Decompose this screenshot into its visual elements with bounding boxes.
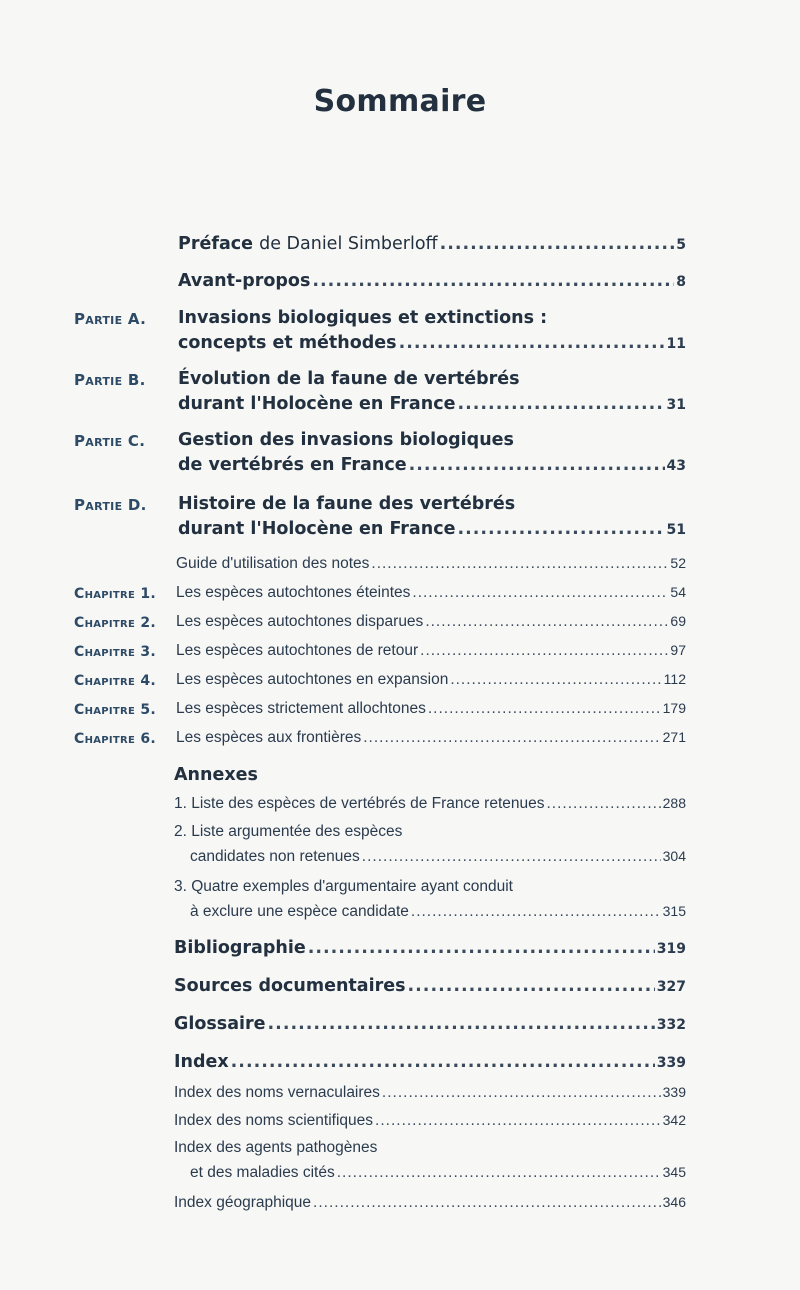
- leader-dots: [457, 519, 664, 539]
- entry-title: Sources documentaires: [174, 976, 406, 996]
- page-number: 97: [670, 642, 686, 658]
- chapter-label: Chapitre 5.: [74, 702, 157, 718]
- chapter-title: Les espèces strictement allochtones: [176, 700, 426, 717]
- page-number: 342: [662, 1112, 686, 1128]
- preface-author: de Daniel Simberloff: [259, 234, 438, 254]
- part-title-line2-row: [178, 394, 686, 414]
- entry-title-line2: à exclure une espèce candidate: [190, 903, 409, 920]
- chapter-label: Chapitre 6.: [74, 731, 157, 747]
- page-number: 271: [662, 729, 686, 745]
- toc-entry-index-vernaculaires[interactable]: [174, 1084, 686, 1102]
- page-number: 319: [656, 941, 686, 957]
- leader-dots: [450, 671, 661, 689]
- page-number: 304: [662, 848, 686, 864]
- part-title-line2-row: [178, 519, 686, 539]
- page-number: 11: [666, 336, 686, 352]
- entry-row: [190, 903, 686, 921]
- leader-dots: [440, 234, 675, 254]
- page-number: 339: [656, 1055, 686, 1071]
- page-number: 288: [662, 795, 686, 811]
- leader-dots: [412, 584, 668, 602]
- page-number: 179: [662, 700, 686, 716]
- part-label: Partie B.: [74, 371, 146, 389]
- leader-dots: [457, 394, 664, 414]
- entry-title: 1. Liste des espèces de vertébrés de France retenues: [174, 795, 545, 812]
- chapter-row: [176, 729, 686, 747]
- chapter-label: Chapitre 3.: [74, 644, 157, 660]
- chapter-label: Chapitre 1.: [74, 586, 157, 602]
- leader-dots: [420, 642, 668, 660]
- annexes-heading: Annexes: [174, 765, 258, 785]
- part-title-line1: Évolution de la faune de vertébrés: [178, 369, 520, 389]
- entry-title: Glossaire: [174, 1014, 266, 1034]
- part-title-line1: Histoire de la faune des vertébrés: [178, 494, 516, 514]
- part-label: Partie C.: [74, 432, 146, 450]
- entry-row: [190, 1164, 686, 1182]
- toc-entry-bibliographie[interactable]: [174, 938, 686, 958]
- chapter-row: [176, 671, 686, 689]
- chapter-row: [176, 584, 686, 602]
- entry-title: Index des noms vernaculaires: [174, 1084, 380, 1101]
- entry-title: Guide d'utilisation des notes: [176, 555, 370, 572]
- chapter-title: Les espèces autochtones de retour: [176, 642, 419, 659]
- chapter-title: Les espèces autochtones disparues: [176, 613, 424, 630]
- entry-title-line2: candidates non retenues: [190, 848, 360, 865]
- page-number: 112: [663, 671, 686, 687]
- entry-title-line1: Index des agents pathogènes: [174, 1139, 378, 1156]
- page-number: 51: [666, 522, 686, 538]
- leader-dots: [382, 1084, 661, 1102]
- toc-entry-sources[interactable]: [174, 976, 686, 996]
- leader-dots: [313, 1194, 661, 1212]
- page-number: 339: [662, 1084, 686, 1100]
- toc-entry-index-scientifiques[interactable]: [174, 1112, 686, 1130]
- part-title-line2: concepts et méthodes: [178, 333, 397, 353]
- entry-title: Index des noms scientifiques: [174, 1112, 374, 1129]
- chapter-title: Les espèces autochtones éteintes: [176, 584, 411, 601]
- page-number: 345: [662, 1164, 686, 1180]
- toc-entry-index[interactable]: [174, 1052, 686, 1072]
- part-title-line2-row: [178, 333, 686, 353]
- page-number: 315: [662, 903, 686, 919]
- entry-title: Avant-propos: [178, 271, 311, 291]
- page-number: 8: [676, 274, 686, 290]
- page-number: 69: [670, 613, 686, 629]
- part-title-line1: Invasions biologiques et extinctions :: [178, 308, 548, 328]
- chapter-row: [176, 700, 686, 718]
- preface-label: Préface: [178, 234, 253, 254]
- part-label: Partie A.: [74, 310, 147, 328]
- leader-dots: [363, 729, 660, 747]
- page-number: 332: [656, 1017, 686, 1033]
- page-number: 346: [662, 1194, 686, 1210]
- part-title-line2: de vertébrés en France: [178, 455, 407, 475]
- leader-dots: [371, 555, 668, 573]
- leader-dots: [547, 795, 661, 813]
- leader-dots: [337, 1164, 661, 1182]
- page-number: 327: [656, 979, 686, 995]
- toc-entry-avant-propos[interactable]: [178, 271, 686, 291]
- page-number: 5: [676, 237, 686, 253]
- toc-entry-guide[interactable]: [176, 555, 686, 573]
- entry-title-line1: 2. Liste argumentée des espèces: [174, 823, 403, 840]
- toc-entry-index-geographique[interactable]: [174, 1194, 686, 1212]
- toc-entry-glossaire[interactable]: [174, 1014, 686, 1034]
- entry-title-line2: et des maladies cités: [190, 1164, 335, 1181]
- leader-dots: [312, 271, 674, 291]
- part-title-line2-row: [178, 455, 686, 475]
- entry-title: Index: [174, 1052, 229, 1072]
- entry-title: Index géographique: [174, 1194, 312, 1211]
- leader-dots: [308, 938, 655, 958]
- leader-dots: [399, 333, 665, 353]
- leader-dots: [425, 613, 668, 631]
- leader-dots: [231, 1052, 655, 1072]
- page-number: 31: [666, 397, 686, 413]
- part-title-line1: Gestion des invasions biologiques: [178, 430, 514, 450]
- leader-dots: [375, 1112, 661, 1130]
- chapter-title: Les espèces aux frontières: [176, 729, 362, 746]
- entry-title: Bibliographie: [174, 938, 306, 958]
- chapter-title: Les espèces autochtones en expansion: [176, 671, 449, 688]
- toc-entry-annexe-1[interactable]: [174, 795, 686, 813]
- page-number: 54: [670, 584, 686, 600]
- leader-dots: [408, 976, 655, 996]
- part-label: Partie D.: [74, 496, 147, 514]
- chapter-row: [176, 613, 686, 631]
- entry-row: [190, 848, 686, 866]
- leader-dots: [409, 455, 665, 475]
- page-number: 52: [670, 555, 686, 571]
- entry-title-line1: 3. Quatre exemples d'argumentaire ayant conduit: [174, 878, 513, 895]
- leader-dots: [362, 848, 661, 866]
- chapter-row: [176, 642, 686, 660]
- part-title-line2: durant l'Holocène en France: [178, 519, 456, 539]
- chapter-label: Chapitre 2.: [74, 615, 157, 631]
- part-title-line2: durant l'Holocène en France: [178, 394, 456, 414]
- toc-entry-preface[interactable]: [178, 234, 686, 254]
- leader-dots: [428, 700, 661, 718]
- page-number: 43: [666, 458, 686, 474]
- chapter-label: Chapitre 4.: [74, 673, 157, 689]
- page-title: Sommaire: [313, 84, 487, 119]
- leader-dots: [411, 903, 661, 921]
- leader-dots: [268, 1014, 655, 1034]
